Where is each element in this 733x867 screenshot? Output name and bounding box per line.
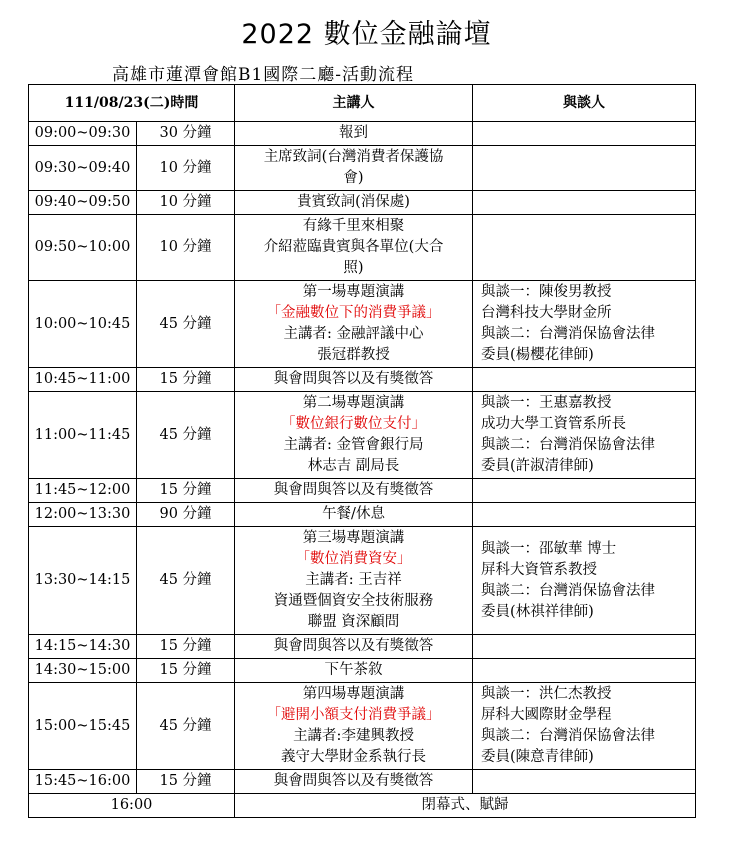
row-time: 10:00~10:45 xyxy=(29,281,137,368)
row-speaker xyxy=(235,191,473,215)
speaker-line: 午餐/休息 xyxy=(322,506,385,522)
header-panel: 與談人 xyxy=(473,85,696,122)
row-panel xyxy=(473,659,696,683)
row-panel xyxy=(473,215,696,281)
row-duration: 15 分鐘 xyxy=(137,659,235,683)
speaker-line: 閉幕式、賦歸 xyxy=(421,797,509,813)
schedule-row xyxy=(29,635,696,659)
row-time: 10:45~11:00 xyxy=(29,368,137,392)
row-panel xyxy=(473,635,696,659)
row-time: 09:40~09:50 xyxy=(29,191,137,215)
header-row xyxy=(29,85,696,122)
panel-line: 委員(許淑清律師) xyxy=(481,458,594,474)
row-speaker xyxy=(235,146,473,191)
row-panel xyxy=(473,527,696,635)
row-time: 09:50~10:00 xyxy=(29,215,137,281)
schedule-row xyxy=(29,683,696,770)
row-panel xyxy=(473,683,696,770)
speaker-line: 下午茶敘 xyxy=(324,662,383,678)
speaker-line: 主講者:李建興教授 xyxy=(293,728,414,744)
row-speaker xyxy=(235,122,473,146)
speaker-line: 報到 xyxy=(339,125,369,141)
speaker-line: 與會問與答以及有獎徵答 xyxy=(273,371,434,387)
row-duration: 45 分鐘 xyxy=(137,527,235,635)
row-duration: 45 分鐘 xyxy=(137,281,235,368)
row-time: 11:00~11:45 xyxy=(29,392,137,479)
speaker-line: 第一場專題演講 xyxy=(302,284,405,300)
row-time: 09:30~09:40 xyxy=(29,146,137,191)
speaker-line: 第二場專題演講 xyxy=(302,395,405,411)
panel-line: 與談二：台灣消保協會法律 xyxy=(481,437,656,453)
schedule-body xyxy=(29,122,696,818)
speaker-line: 與會問與答以及有獎徵答 xyxy=(273,638,434,654)
row-time: 15:45~16:00 xyxy=(29,770,137,794)
speaker-line: 主講者: 金融評議中心 xyxy=(283,326,424,342)
schedule-row xyxy=(29,527,696,635)
row-duration: 10 分鐘 xyxy=(137,191,235,215)
row-speaker xyxy=(235,527,473,635)
row-time: 13:30~14:15 xyxy=(29,527,137,635)
panel-line: 與談一：邵敏華 博士 xyxy=(481,540,617,557)
document-title: 2022 數位金融論壇 xyxy=(241,19,492,50)
schedule-row xyxy=(29,368,696,392)
speaker-line: 主席致詞(台灣消費者保護協 xyxy=(263,149,444,165)
schedule-row xyxy=(29,215,696,281)
speaker-line: 貴賓致詞(消保處) xyxy=(297,194,410,210)
schedule-row xyxy=(29,281,696,368)
row-time: 11:45~12:00 xyxy=(29,479,137,503)
row-duration: 15 分鐘 xyxy=(137,368,235,392)
panel-line: 與談二：台灣消保協會法律 xyxy=(481,326,656,342)
row-panel xyxy=(473,122,696,146)
panel-line: 與談二：台灣消保協會法律 xyxy=(481,582,656,599)
speaker-line: 主講者: 王吉祥 xyxy=(305,572,402,588)
row-duration: 15 分鐘 xyxy=(137,635,235,659)
row-panel xyxy=(473,479,696,503)
row-speaker xyxy=(235,683,473,770)
header-time: 111/08/23(二)時間 xyxy=(29,85,235,122)
panel-line: 屏科大國際財金學程 xyxy=(481,707,612,723)
row-speaker xyxy=(235,392,473,479)
panel-line: 屏科大資管系教授 xyxy=(481,561,598,578)
row-duration: 10 分鐘 xyxy=(137,215,235,281)
schedule-row xyxy=(29,191,696,215)
speaker-line: 會) xyxy=(343,170,364,186)
speaker-line: 照) xyxy=(343,260,364,276)
row-duration: 45 分鐘 xyxy=(137,392,235,479)
row-duration: 90 分鐘 xyxy=(137,503,235,527)
speaker-line: 主講者: 金管會銀行局 xyxy=(283,437,424,453)
panel-line: 成功大學工資管系所長 xyxy=(481,416,627,432)
row-panel xyxy=(473,281,696,368)
row-time: 12:00~13:30 xyxy=(29,503,137,527)
row-duration: 30 分鐘 xyxy=(137,122,235,146)
speaker-line: 張冠群教授 xyxy=(317,347,390,363)
row-speaker xyxy=(235,635,473,659)
header-speaker: 主講人 xyxy=(235,85,473,122)
talk-topic: 「避開小額支付消費爭議」 xyxy=(266,707,441,723)
schedule-table xyxy=(28,84,696,818)
schedule-row xyxy=(29,479,696,503)
schedule-row xyxy=(29,122,696,146)
row-time: 09:00~09:30 xyxy=(29,122,137,146)
talk-topic: 「數位消費資安」 xyxy=(295,551,412,567)
row-time: 15:00~15:45 xyxy=(29,683,137,770)
row-speaker xyxy=(235,794,696,818)
row-panel xyxy=(473,368,696,392)
panel-line: 與談二：台灣消保協會法律 xyxy=(481,728,656,744)
schedule-row xyxy=(29,794,696,818)
speaker-line: 林志吉 副局長 xyxy=(307,458,400,474)
panel-line: 與談一：洪仁杰教授 xyxy=(481,686,612,702)
speaker-line: 第三場專題演講 xyxy=(302,530,405,546)
schedule-row xyxy=(29,146,696,191)
speaker-line: 資通暨個資安全技術服務 xyxy=(273,593,434,609)
row-speaker xyxy=(235,215,473,281)
row-panel xyxy=(473,770,696,794)
talk-topic: 「金融數位下的消費爭議」 xyxy=(266,305,441,321)
speaker-line: 聯盟 資深顧問 xyxy=(307,614,400,630)
schedule-row xyxy=(29,503,696,527)
row-speaker xyxy=(235,281,473,368)
venue-subtitle: 高雄市蓮潭會館B1國際二廳-活動流程 xyxy=(112,65,415,85)
row-speaker xyxy=(235,659,473,683)
speaker-line: 有緣千里來相聚 xyxy=(302,218,405,234)
speaker-line: 第四場專題演講 xyxy=(302,686,405,702)
row-duration: 10 分鐘 xyxy=(137,146,235,191)
row-panel xyxy=(473,191,696,215)
speaker-line: 義守大學財金系執行長 xyxy=(281,749,427,765)
speaker-line: 與會問與答以及有獎徵答 xyxy=(273,482,434,498)
schedule-row xyxy=(29,770,696,794)
row-time: 16:00 xyxy=(29,794,235,818)
speaker-line: 介紹蒞臨貴賓與各單位(大合 xyxy=(263,239,444,255)
row-panel xyxy=(473,392,696,479)
panel-line: 委員(林祺祥律師) xyxy=(481,603,594,620)
row-time: 14:15~14:30 xyxy=(29,635,137,659)
panel-line: 台灣科技大學財金所 xyxy=(481,305,612,321)
row-speaker xyxy=(235,479,473,503)
row-time: 14:30~15:00 xyxy=(29,659,137,683)
talk-topic: 「數位銀行數位支付」 xyxy=(281,416,427,432)
row-panel xyxy=(473,503,696,527)
row-duration: 15 分鐘 xyxy=(137,479,235,503)
panel-line: 與談一：王惠嘉教授 xyxy=(481,395,612,411)
row-panel xyxy=(473,146,696,191)
panel-line: 委員(楊櫻花律師) xyxy=(481,347,594,363)
row-duration: 45 分鐘 xyxy=(137,683,235,770)
schedule-row xyxy=(29,659,696,683)
row-speaker xyxy=(235,368,473,392)
panel-line: 委員(陳意青律師) xyxy=(481,749,594,765)
speaker-line: 與會問與答以及有獎徵答 xyxy=(273,773,434,789)
schedule-row xyxy=(29,392,696,479)
panel-line: 與談一：陳俊男教授 xyxy=(481,284,612,300)
row-duration: 15 分鐘 xyxy=(137,770,235,794)
row-speaker xyxy=(235,503,473,527)
row-speaker xyxy=(235,770,473,794)
